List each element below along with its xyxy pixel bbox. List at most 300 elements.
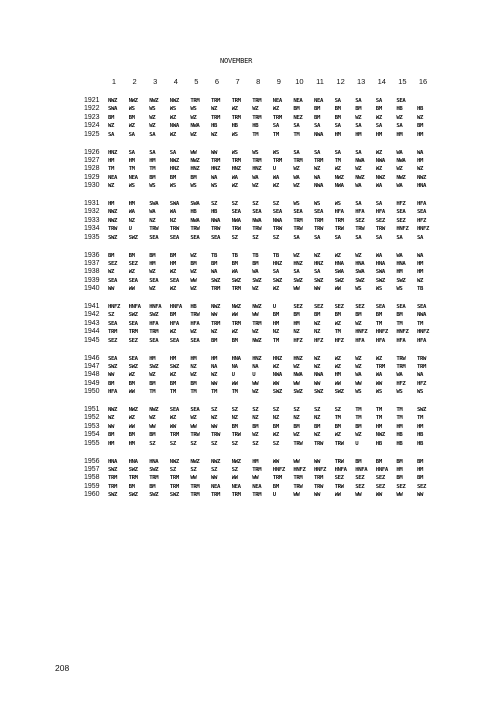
column-header: 16 xyxy=(418,77,428,86)
weather-type-cell: BM xyxy=(396,312,403,319)
weather-type-cell: WA xyxy=(272,174,279,181)
weather-type-cell: TRM xyxy=(169,475,179,482)
weather-type-cell: BM xyxy=(314,106,321,113)
weather-type-cell: TRM xyxy=(252,320,262,327)
weather-type-cell: TRW xyxy=(252,226,262,233)
weather-type-cell: SA xyxy=(272,269,279,276)
weather-type-cell: SZ xyxy=(272,407,279,413)
weather-type-cell: TRW xyxy=(293,226,303,233)
weather-type-cell: BM xyxy=(375,458,382,465)
weather-type-cell: WZ xyxy=(108,269,115,276)
year-label: 1952 xyxy=(84,414,100,422)
weather-type-cell: HM xyxy=(128,440,135,447)
weather-type-cell: HNFA xyxy=(149,304,162,310)
weather-type-cell: NWZ xyxy=(355,174,365,181)
weather-type-cell: NWA xyxy=(190,123,200,130)
weather-type-cell: SEA xyxy=(169,407,179,413)
weather-type-cell: SEA xyxy=(293,209,303,216)
weather-type-cell: BM xyxy=(293,423,300,430)
weather-type-cell: WA xyxy=(375,252,382,259)
weather-type-cell: TRM xyxy=(211,320,221,327)
weather-type-cell: SA xyxy=(334,149,341,156)
weather-type-cell: WW xyxy=(252,312,259,319)
weather-type-cell: TRW xyxy=(190,226,200,233)
weather-type-cell: SEZ xyxy=(128,337,138,344)
weather-type-cell: WZ xyxy=(334,320,341,327)
weather-type-cell: WZ xyxy=(211,329,218,336)
weather-type-cell: SZ xyxy=(211,440,218,447)
weather-type-cell: WW xyxy=(293,492,300,499)
weather-type-cell: NWZ xyxy=(252,337,262,344)
weather-type-cell: TRM xyxy=(108,483,118,490)
weather-type-cell: HM xyxy=(375,131,382,138)
weather-type-cell: WZ xyxy=(293,252,300,259)
weather-type-cell: HB xyxy=(417,440,424,447)
weather-type-cell: WZ xyxy=(169,269,176,276)
weather-type-cell: SEA xyxy=(417,304,427,310)
weather-type-cell: WZ xyxy=(149,286,156,293)
weather-type-cell: TM xyxy=(375,320,382,327)
weather-type-cell: HFA xyxy=(355,209,365,216)
weather-type-cell: BM xyxy=(128,114,135,121)
weather-type-cell: HFZ xyxy=(334,337,344,344)
weather-type-cell: SA xyxy=(128,149,135,156)
weather-type-cell: WW xyxy=(334,286,341,293)
weather-type-cell: HM xyxy=(149,260,156,267)
weather-type-cell: SWZ xyxy=(128,312,138,319)
weather-type-cell: TB xyxy=(252,252,259,259)
weather-type-cell: HNZ xyxy=(169,166,179,173)
weather-type-cell: NWZ xyxy=(108,98,118,104)
weather-type-cell: WW xyxy=(396,492,403,499)
weather-type-cell: WW xyxy=(272,380,279,387)
year-label: 1956 xyxy=(84,457,100,465)
weather-type-cell: TRM xyxy=(211,114,221,121)
column-header: 4 xyxy=(173,77,178,86)
weather-type-cell: WA xyxy=(231,174,238,181)
weather-type-cell: SEA xyxy=(211,234,221,241)
weather-type-cell: WZ xyxy=(375,166,382,173)
weather-type-cell: TRW xyxy=(334,483,344,490)
weather-type-cell: SEA xyxy=(314,209,324,216)
weather-type-cell: WZ xyxy=(314,252,321,259)
weather-type-cell: WW xyxy=(231,475,238,482)
weather-type-cell: WW xyxy=(211,423,218,430)
weather-type-cell: WZ xyxy=(293,432,300,439)
weather-type-cell: SWZ xyxy=(272,389,282,396)
weather-type-cell: NWA xyxy=(396,157,406,164)
weather-type-cell: BM xyxy=(334,312,341,319)
weather-type-cell: WA xyxy=(252,174,259,181)
year-label: 1958 xyxy=(84,474,100,482)
column-header: 5 xyxy=(194,77,199,86)
weather-type-cell: TRM xyxy=(128,329,138,336)
weather-type-cell: WW xyxy=(231,380,238,387)
year-label: 1940 xyxy=(84,285,100,293)
weather-type-cell: WS xyxy=(231,131,238,138)
weather-type-cell: WW xyxy=(190,423,197,430)
weather-type-cell: TM xyxy=(190,389,197,396)
weather-type-cell: SWA xyxy=(108,106,118,113)
weather-type-cell: SEZ xyxy=(417,483,427,490)
weather-type-cell: WS xyxy=(396,286,403,293)
weather-type-cell: SEZ xyxy=(375,483,385,490)
weather-type-cell: SZ xyxy=(252,407,259,413)
weather-type-cell: TB xyxy=(417,286,424,293)
weather-type-cell: TRW xyxy=(231,226,241,233)
year-label: 1942 xyxy=(84,311,100,319)
weather-type-cell: SZ xyxy=(334,407,341,413)
weather-type-cell: WS xyxy=(293,201,300,207)
weather-type-cell: WZ xyxy=(128,415,135,422)
weather-type-cell: WA xyxy=(417,372,424,379)
weather-type-cell: NWA xyxy=(231,217,241,224)
weather-type-cell: WZ xyxy=(272,363,279,370)
weather-type-cell: WZ xyxy=(375,149,382,156)
weather-type-cell: HNA xyxy=(417,183,427,190)
weather-type-cell: WA xyxy=(211,269,218,276)
weather-type-cell: WZ xyxy=(169,131,176,138)
weather-type-cell: HNFZ xyxy=(417,329,430,336)
weather-type-cell: HNZ xyxy=(314,260,324,267)
weather-type-cell: NWA xyxy=(355,157,365,164)
weather-type-cell: TM xyxy=(396,415,403,422)
weather-type-cell: NWZ xyxy=(231,304,241,310)
weather-type-cell: HM xyxy=(149,157,156,164)
weather-type-cell: TM xyxy=(334,157,341,164)
weather-type-cell: TRM xyxy=(293,475,303,482)
weather-type-cell: SWZ xyxy=(108,492,118,499)
weather-type-cell: SEA xyxy=(169,277,179,284)
year-label: 1955 xyxy=(84,439,100,447)
weather-type-cell: HM xyxy=(108,157,115,164)
weather-type-cell: SA xyxy=(293,123,300,130)
weather-type-cell: HB xyxy=(396,106,403,113)
year-label: 1925 xyxy=(84,130,100,138)
weather-type-cell: TRM xyxy=(314,217,324,224)
weather-type-cell: HFA xyxy=(417,201,427,207)
weather-type-cell: SZ xyxy=(231,440,238,447)
weather-type-cell: WZ xyxy=(272,432,279,439)
weather-type-cell: SWA xyxy=(190,201,200,207)
column-header: 12 xyxy=(336,77,345,86)
weather-type-cell: HB xyxy=(375,440,382,447)
weather-type-cell: HFA xyxy=(169,320,179,327)
weather-type-cell: SA xyxy=(149,149,156,156)
weather-type-cell: SEZ xyxy=(334,304,344,310)
weather-type-cell: SZ xyxy=(211,466,218,473)
weather-type-cell: HFA xyxy=(190,320,200,327)
weather-type-cell: BM xyxy=(108,252,115,259)
weather-type-cell: BM xyxy=(334,423,341,430)
weather-type-cell: WS xyxy=(149,183,156,190)
weather-type-cell: NZ xyxy=(231,415,238,422)
weather-type-cell: WW xyxy=(128,423,135,430)
weather-type-cell: BM xyxy=(314,423,321,430)
weather-type-cell: TRM xyxy=(417,363,427,370)
weather-type-cell: BM xyxy=(128,380,135,387)
year-label: 1934 xyxy=(84,225,100,233)
weather-type-cell: TRM xyxy=(293,217,303,224)
year-label: 1954 xyxy=(84,431,100,439)
weather-type-cell: SWZ xyxy=(169,363,179,370)
weather-type-cell: SWZ xyxy=(231,277,241,284)
weather-type-cell: HNA xyxy=(231,355,241,362)
weather-type-cell: TM xyxy=(417,415,424,422)
weather-type-cell: SZ xyxy=(211,201,218,207)
weather-type-cell: SA xyxy=(355,149,362,156)
weather-type-cell: HNFZ xyxy=(293,466,306,473)
weather-type-cell: SZ xyxy=(149,440,156,447)
weather-type-cell: SEZ xyxy=(293,304,303,310)
weather-type-cell: WA xyxy=(396,372,403,379)
weather-type-cell: SEA xyxy=(149,337,159,344)
weather-type-cell: NZ xyxy=(293,329,300,336)
weather-type-cell: BM xyxy=(396,458,403,465)
weather-type-cell: HM xyxy=(169,260,176,267)
weather-type-cell: SA xyxy=(375,201,382,207)
weather-type-cell: NZ xyxy=(128,217,135,224)
year-label: 1939 xyxy=(84,276,100,284)
weather-type-cell: WZ xyxy=(231,329,238,336)
weather-type-cell: NWZ xyxy=(128,407,138,413)
weather-type-cell: SEZ xyxy=(334,475,344,482)
weather-type-cell: WA xyxy=(375,183,382,190)
weather-type-cell: TM xyxy=(128,166,135,173)
weather-type-cell: WS xyxy=(211,183,218,190)
weather-type-cell: SA xyxy=(272,123,279,130)
weather-type-cell: WW xyxy=(211,380,218,387)
weather-type-cell: WA xyxy=(355,183,362,190)
weather-type-cell: SEA xyxy=(375,304,385,310)
year-label: 1960 xyxy=(84,491,100,499)
weather-type-cell: BM xyxy=(149,174,156,181)
weather-type-cell: SA xyxy=(293,149,300,156)
weather-type-cell: U xyxy=(272,304,276,310)
weather-type-cell: BM xyxy=(375,312,382,319)
weather-type-cell: HB xyxy=(417,106,424,113)
weather-type-cell: SWZ xyxy=(375,277,385,284)
weather-type-cell: WZ xyxy=(375,114,382,121)
weather-type-cell: SZ xyxy=(231,201,238,207)
weather-type-cell: SA xyxy=(314,123,321,130)
weather-type-cell: HNA xyxy=(149,458,159,465)
weather-type-cell: WZ xyxy=(355,432,362,439)
weather-type-cell: BM xyxy=(108,380,115,387)
weather-type-cell: BM xyxy=(169,252,176,259)
weather-type-cell: NEA xyxy=(211,483,221,490)
weather-type-cell: TRM xyxy=(231,157,241,164)
column-header: 10 xyxy=(295,77,304,86)
weather-type-cell: WS xyxy=(190,106,197,113)
weather-type-cell: SZ xyxy=(252,201,259,207)
weather-type-cell: WW xyxy=(252,475,259,482)
weather-type-cell: WZ xyxy=(355,363,362,370)
weather-type-cell: HNZ xyxy=(190,166,200,173)
weather-type-cell: TM xyxy=(375,407,382,413)
weather-type-cell: SA xyxy=(334,98,341,104)
weather-type-cell: WZ xyxy=(252,389,259,396)
year-label: 1931 xyxy=(84,200,100,207)
weather-type-cell: SZ xyxy=(272,440,279,447)
weather-type-cell: HNFA xyxy=(334,466,347,473)
weather-type-cell: WZ xyxy=(211,415,218,422)
weather-type-cell: TRM xyxy=(211,492,221,499)
weather-type-cell: NWA xyxy=(169,123,179,130)
weather-type-cell: SWZ xyxy=(149,312,159,319)
weather-type-cell: TRM xyxy=(231,492,241,499)
year-label: 1929 xyxy=(84,173,100,181)
weather-type-cell: SWZ xyxy=(272,277,282,284)
weather-type-cell: WS xyxy=(417,389,424,396)
weather-type-cell: WW xyxy=(211,149,218,156)
weather-type-cell: WW xyxy=(108,286,115,293)
year-label: 1927 xyxy=(84,156,100,164)
weather-type-cell: SWZ xyxy=(128,363,138,370)
weather-type-cell: SA xyxy=(314,149,321,156)
weather-type-cell: WZ xyxy=(334,363,341,370)
weather-type-cell: BM xyxy=(231,337,238,344)
weather-type-cell: SEZ xyxy=(108,337,118,344)
weather-type-cell: SZ xyxy=(272,234,279,241)
weather-type-cell: TM xyxy=(108,166,115,173)
weather-type-cell: HFA xyxy=(375,337,385,344)
year-label: 1932 xyxy=(84,208,100,216)
weather-type-cell: BM xyxy=(314,312,321,319)
weather-type-cell: TRW xyxy=(334,458,344,465)
weather-type-cell: SEZ xyxy=(314,304,324,310)
weather-type-cell: TRM xyxy=(375,363,385,370)
weather-type-cell: WW xyxy=(293,286,300,293)
weather-type-cell: HM xyxy=(417,423,424,430)
weather-type-cell: TRM xyxy=(169,432,179,439)
weather-type-cell: WZ xyxy=(190,286,197,293)
weather-type-cell: HB xyxy=(211,123,218,130)
weather-type-cell: WA xyxy=(314,174,321,181)
weather-type-cell: WZ xyxy=(231,183,238,190)
weather-type-cell: TRM xyxy=(231,320,241,327)
weather-type-cell: NWZ xyxy=(211,458,221,465)
weather-type-cell: SA xyxy=(293,234,300,241)
weather-type-cell: HNFZ xyxy=(396,329,409,336)
weather-type-cell: SEA xyxy=(108,320,118,327)
weather-type-cell: HFA xyxy=(108,389,118,396)
weather-type-cell: NEA xyxy=(272,98,282,104)
weather-type-cell: SZ xyxy=(272,201,279,207)
weather-type-cell: HNA xyxy=(375,260,385,267)
weather-type-cell: SA xyxy=(314,234,321,241)
year-label: 1953 xyxy=(84,422,100,430)
weather-type-cell: BM xyxy=(149,432,156,439)
column-header: 2 xyxy=(132,77,137,86)
weather-type-cell: WW xyxy=(375,380,382,387)
weather-type-cell: WS xyxy=(355,389,362,396)
weather-type-cell: SEA xyxy=(108,277,118,284)
weather-type-cell: WZ xyxy=(190,252,197,259)
weather-type-cell: WZ xyxy=(314,355,321,362)
weather-type-cell: HNZ xyxy=(272,260,282,267)
weather-type-cell: WZ xyxy=(355,114,362,121)
weather-type-cell: WZ xyxy=(169,114,176,121)
weather-type-cell: SA xyxy=(355,98,362,104)
weather-type-cell: BM xyxy=(252,260,259,267)
weather-type-cell: TRM xyxy=(231,114,241,121)
weather-type-cell: WZ xyxy=(231,106,238,113)
weather-type-cell: HNA xyxy=(108,458,118,465)
weather-type-cell: SWA xyxy=(149,201,159,207)
weather-type-cell: TRW xyxy=(396,355,406,362)
weather-type-cell: SEA xyxy=(272,209,282,216)
weather-type-cell: HM xyxy=(108,201,115,207)
weather-type-cell: TM xyxy=(272,337,279,344)
weather-type-cell: HM xyxy=(417,269,424,276)
weather-type-cell: HB xyxy=(396,432,403,439)
weather-type-cell: HNFZ xyxy=(355,329,368,336)
weather-type-cell: TM xyxy=(169,389,176,396)
weather-type-cell: NWZ xyxy=(169,98,179,104)
year-label: 1957 xyxy=(84,465,100,473)
weather-type-cell: U xyxy=(252,372,256,379)
weather-type-cell: SEA xyxy=(190,234,200,241)
weather-type-cell: HB xyxy=(190,304,197,310)
weather-type-cell: HM xyxy=(334,131,341,138)
weather-type-cell: SWZ xyxy=(169,492,179,499)
weather-type-cell: SA xyxy=(375,234,382,241)
weather-type-cell: WW xyxy=(108,423,115,430)
weather-type-cell: HFZ xyxy=(417,217,427,224)
weather-type-cell: WW xyxy=(211,475,218,482)
weather-type-cell: WS xyxy=(128,106,135,113)
weather-type-cell: NWA xyxy=(252,217,262,224)
weather-type-cell: HNZ xyxy=(293,260,303,267)
weather-type-cell: WW xyxy=(149,423,156,430)
weather-type-cell: BM xyxy=(108,432,115,439)
weather-type-cell: TRW xyxy=(190,312,200,319)
weather-type-cell: WS xyxy=(375,389,382,396)
weather-type-cell: SWA xyxy=(169,201,179,207)
weather-type-cell: WS xyxy=(334,201,341,207)
weather-type-cell: NWZ xyxy=(396,174,406,181)
weather-type-cell: BM xyxy=(128,432,135,439)
weather-type-cell: NWZ xyxy=(108,217,118,224)
weather-type-cell: SA xyxy=(375,98,382,104)
weather-type-cell: HM xyxy=(396,131,403,138)
weather-type-cell: TRM xyxy=(272,157,282,164)
weather-type-cell: WZ xyxy=(190,415,197,422)
weather-type-cell: SZ xyxy=(190,440,197,447)
weather-type-cell: NEA xyxy=(314,98,324,104)
weather-type-cell: WZ xyxy=(190,114,197,121)
weather-type-cell: HNZ xyxy=(272,355,282,362)
weather-type-cell: TRM xyxy=(314,157,324,164)
weather-type-cell: TRM xyxy=(190,98,200,104)
weather-type-cell: BM xyxy=(417,123,424,130)
weather-type-cell: NWZ xyxy=(334,174,344,181)
weather-type-cell: SEA xyxy=(128,320,138,327)
weather-type-cell: WZ xyxy=(417,166,424,173)
weather-type-cell: U xyxy=(272,166,276,173)
weather-type-cell: BM xyxy=(293,312,300,319)
weather-type-cell: SWZ xyxy=(417,407,427,413)
weather-type-cell: HB xyxy=(211,209,218,216)
weather-type-cell: WZ xyxy=(211,131,218,138)
weather-type-cell: SWA xyxy=(375,269,385,276)
weather-type-cell: WZ xyxy=(417,114,424,121)
weather-type-cell: HNFZ xyxy=(108,304,121,310)
weather-type-cell: HFA xyxy=(417,337,427,344)
weather-type-cell: NWZ xyxy=(169,458,179,465)
weather-type-cell: WZ xyxy=(314,166,321,173)
